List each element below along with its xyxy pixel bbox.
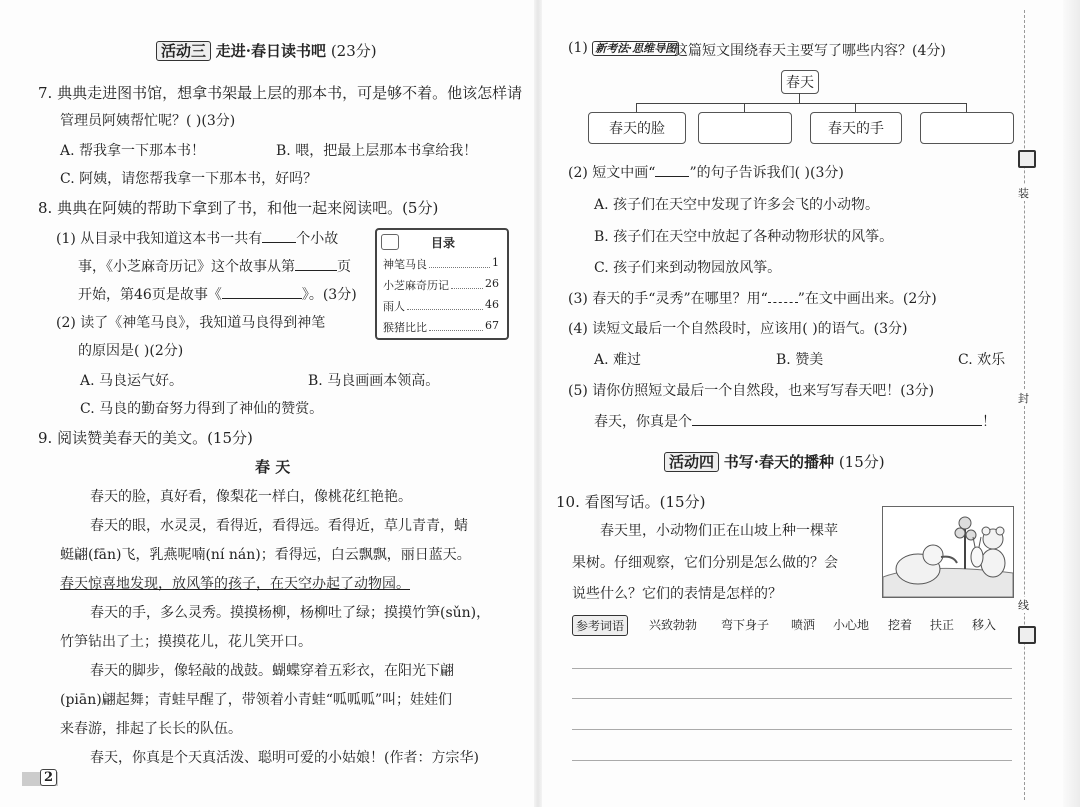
toc-row (383, 277, 499, 293)
activity4-header (664, 451, 885, 472)
toc-row-name: 神笔马良 (383, 258, 427, 271)
q9-2-head (568, 162, 844, 182)
reference-word: 挖着 (888, 618, 913, 632)
toc-row-page: 1 (492, 256, 499, 269)
mindmap-box-blank[interactable] (698, 112, 792, 144)
mindmap-box-blank[interactable] (920, 112, 1014, 144)
q7-line2: 管理员阿姨帮忙呢？( )(3分) (60, 113, 236, 129)
passage-line: (piān)翩起舞；青蛙早醒了，带领着小青蛙“呱呱呱”叫；娃娃们 (60, 692, 453, 708)
q9-4-option-c: C. 欢乐 (958, 352, 1006, 368)
activity3-header (156, 40, 377, 61)
writing-line[interactable] (572, 668, 1012, 669)
blank-story-count[interactable] (262, 242, 296, 243)
wavy-line-sample (768, 302, 798, 303)
q7-line1: 7. 典典走进图书馆，想拿书架最上层的那本书，可是够不着。他该怎样请 (38, 84, 523, 102)
q8-option-b: B. 马良画画本领高。 (308, 373, 440, 389)
passage-line: 春天，你真是个天真活泼、聪明可爱的小姑娘！(作者：方宗华) (90, 750, 479, 766)
page-number: 2 (40, 769, 57, 786)
q8-p1d: 页 (337, 259, 351, 275)
activity4-title: 书写·春天的播种 (723, 453, 835, 471)
underline-sample (655, 176, 689, 177)
activity4-tag: 活动四 (664, 452, 719, 472)
passage-line: 春天的手，多么灵秀。摸摸杨柳，杨柳吐了绿；摸摸竹笋(sǔn)， (90, 605, 491, 621)
reference-words-tag: 参考词语 (572, 615, 628, 636)
reference-word: 小心地 (833, 618, 870, 632)
toc-row-page: 26 (485, 277, 499, 290)
reference-word: 弯下身子 (721, 618, 770, 632)
binding-label: 线 (1018, 599, 1029, 612)
page-edge (1063, 0, 1080, 807)
q8-p1b: 个小故 (296, 231, 339, 247)
passage-line: 竹笋钻出了土；摸摸花儿，花儿笑开口。 (60, 634, 312, 650)
passage-line: 来春游，排起了长长的队伍。 (60, 721, 242, 737)
q8-part1-line1 (56, 228, 338, 248)
activity3-tag: 活动三 (156, 41, 211, 61)
q7-option-a: A. 帮我拿一下那本书！ (60, 143, 206, 159)
q8-part2-line2: 的原因是( )(2分) (78, 343, 184, 359)
q8-p1a: (1) 从目录中我知道这本书一共有 (56, 231, 263, 247)
q9-2-option-b: B. 孩子们在天空中放起了各种动物形状的风筝。 (594, 229, 894, 245)
q10-line1: 春天里，小动物们正在山坡上种一棵苹 (600, 523, 838, 539)
writing-line[interactable] (572, 698, 1012, 699)
reference-word: 兴致勃勃 (649, 618, 698, 632)
animals-planting-illustration (883, 507, 1013, 597)
picture-animals-planting (882, 506, 1014, 598)
q8-p1f: 》。(3分) (301, 287, 357, 303)
q9-2-head-b: ”的句子告诉我们( )(3分) (689, 165, 844, 181)
q8-p1e: 开始，第46页是故事《 (78, 287, 222, 303)
q9-head: 9. 阅读赞美春天的美文。(15分) (38, 429, 253, 447)
blank-start-page[interactable] (295, 270, 337, 271)
mindmap-connector (799, 93, 800, 103)
q9-2-head-a: (2) 短文中画“ (568, 165, 656, 181)
passage-title: 春 天 (255, 458, 291, 476)
mindmap-branch-line (636, 103, 966, 104)
q7-option-c: C. 阿姨，请您帮我拿一下那本书，好吗？ (60, 171, 318, 187)
page-fold (534, 0, 542, 807)
toc-book-icon (381, 234, 399, 250)
activity3-title: 走进·春日读书吧 (215, 42, 327, 60)
toc-row-name: 小芝麻奇历记 (383, 279, 449, 292)
q10-head: 10. 看图写话。(15分) (556, 493, 706, 511)
q9-2-option-c: C. 孩子们来到动物园放风筝。 (594, 260, 782, 276)
q9-1-prefix: (1) (568, 40, 588, 56)
toc-row (383, 298, 499, 314)
writing-line[interactable] (572, 729, 1012, 730)
binding-clip-icon (1018, 626, 1036, 644)
binding-label: 封 (1018, 392, 1029, 405)
reference-word: 移入 (972, 618, 997, 632)
toc-row-name: 猴猪比比 (383, 321, 427, 334)
toc-row-name: 雨人 (383, 300, 405, 313)
q9-4-option-a: A. 难过 (594, 352, 642, 368)
q8-part2-line1: (2) 读了《神笔马良》，我知道马良得到神笔 (56, 315, 326, 331)
q9-5-lead: 春天，你真是个 (594, 414, 692, 430)
q8-option-a: A. 马良运气好。 (80, 373, 184, 389)
reference-word: 喷洒 (791, 618, 816, 632)
new-method-badge: 新考法·思维导图 (592, 41, 679, 56)
mindmap-box-face: 春天的脸 (588, 112, 686, 144)
q9-3-b: ”在文中画出来。(2分) (797, 291, 937, 307)
q9-5-end: ！ (982, 414, 996, 430)
writing-line[interactable] (572, 760, 1012, 761)
binding-label: 装 (1018, 187, 1029, 200)
q9-5-head: (5) 请你仿照短文最后一个自然段，也来写写春天吧！(3分) (568, 383, 935, 399)
mindmap-box-hand: 春天的手 (810, 112, 902, 144)
activity4-score: (15分) (838, 453, 885, 471)
toc-row (383, 319, 499, 335)
passage-line: 春天的眼，水灵灵，看得近，看得远。看得近，草儿青青，蜻 (90, 518, 468, 534)
q9-5-blank[interactable] (692, 425, 982, 426)
passage-line: 春天的脚步，像轻敲的战鼓。蝴蝶穿着五彩衣，在阳光下翩 (90, 663, 454, 679)
activity3-score: (23分) (330, 42, 377, 60)
q8-part1-line3 (78, 284, 357, 304)
q9-3-head (568, 288, 937, 308)
q8-head: 8. 典典在阿姨的帮助下拿到了书，和他一起来阅读吧。(5分) (38, 199, 439, 217)
binding-clip-icon (1018, 150, 1036, 168)
q7-option-b: B. 喂，把最上层那本书拿给我！ (276, 143, 478, 159)
passage-line-underlined: 春天惊喜地发现，放风筝的孩子，在天空办起了动物园。 (60, 576, 410, 592)
blank-story-name[interactable] (222, 298, 302, 299)
q9-5-answer-line (594, 411, 996, 431)
reference-word: 扶正 (930, 618, 955, 632)
passage-line: 春天的脸，真好看，像梨花一样白，像桃花红艳艳。 (90, 489, 412, 505)
toc-row-page: 46 (485, 298, 499, 311)
q8-option-c: C. 马良的勤奋努力得到了神仙的赞赏。 (80, 401, 324, 417)
q9-2-option-a: A. 孩子们在天空中发现了许多会飞的小动物。 (594, 197, 880, 213)
q10-line2: 果树。仔细观察，它们分别是怎么做的？会 (572, 555, 838, 571)
q10-line3: 说些什么？它们的表情是怎样的？ (572, 586, 782, 602)
q9-1-question: 这篇短文围绕春天主要写了哪些内容？(4分) (674, 43, 946, 59)
toc-card (375, 228, 509, 340)
mindmap-root: 春天 (781, 70, 819, 94)
q9-4-option-b: B. 赞美 (776, 352, 824, 368)
q9-4-head: (4) 读短文最后一个自然段时，应该用( )的语气。(3分) (568, 321, 908, 337)
toc-row-page: 67 (485, 319, 499, 332)
toc-title: 目录 (431, 236, 456, 250)
q8-part1-line2 (78, 256, 351, 276)
q9-3-a: (3) 春天的手“灵秀”在哪里？用“ (568, 291, 768, 307)
toc-row (383, 256, 499, 272)
q8-p1c: 事，《小芝麻奇历记》这个故事从第 (78, 259, 295, 275)
passage-line: 蜓翩(fān)飞，乳燕呢喃(ní nán)；看得远，白云飘飘，丽日蓝天。 (60, 547, 471, 563)
q9-1-head (568, 40, 679, 56)
